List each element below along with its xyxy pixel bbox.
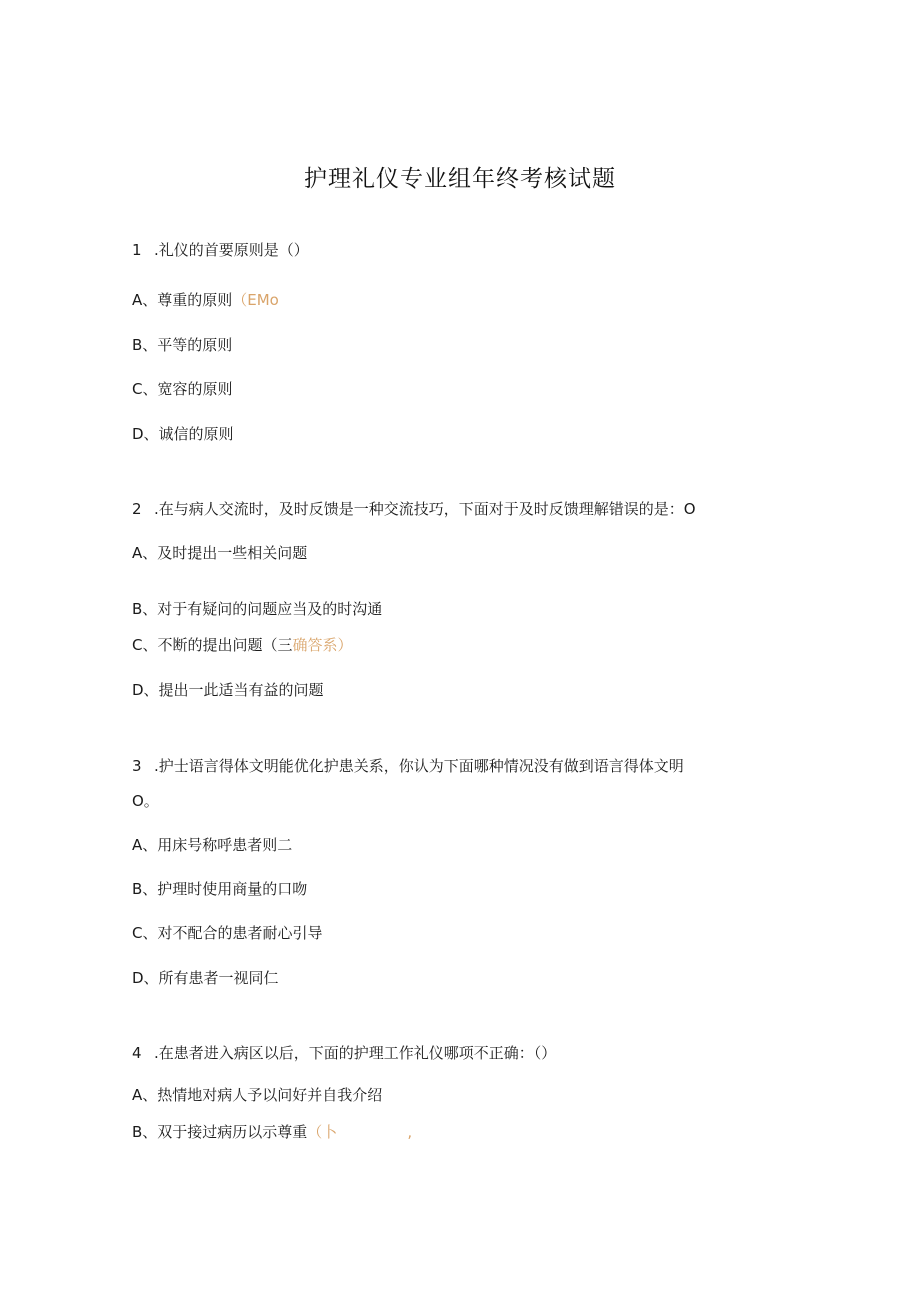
option-text: D、所有患者一视同仁 xyxy=(132,969,279,987)
option-3a xyxy=(132,835,292,855)
question-number: 3 xyxy=(132,757,142,775)
question-number: 2 xyxy=(132,500,142,518)
option-text: A、热情地对病人予以问好并自我介绍 xyxy=(132,1086,383,1104)
option-text: D、提出一此适当有益的问题 xyxy=(132,681,324,699)
question-text: .护士语言得体文明能优化护患关系，你认为下面哪种情况没有做到语言得体文明 xyxy=(154,757,684,775)
option-text: D、诚信的原则 xyxy=(132,425,234,443)
question-number: 1 xyxy=(132,241,142,259)
option-text: C、不断的提出问题（三 xyxy=(132,636,293,654)
option-text: B、对于有疑问的问题应当及的时沟通 xyxy=(132,600,383,618)
question-1 xyxy=(132,240,309,260)
question-number: 4 xyxy=(132,1044,142,1062)
option-4a xyxy=(132,1085,382,1105)
option-text: B、双于接过病历以示尊重 xyxy=(132,1123,308,1141)
option-2c xyxy=(132,635,353,655)
option-3d xyxy=(132,968,279,988)
handwritten-annotation: （卜 xyxy=(307,1123,338,1141)
option-text: B、护理时使用商量的口吻 xyxy=(132,880,308,898)
question-text: .在与病人交流时，及时反馈是一种交流技巧，下面对于及时反馈理解错误的是：O xyxy=(154,500,696,518)
option-2a xyxy=(132,543,307,563)
question-4 xyxy=(132,1043,556,1063)
option-1a xyxy=(132,290,279,310)
option-3b xyxy=(132,879,307,899)
option-2d xyxy=(132,680,324,700)
option-1b xyxy=(132,335,232,355)
option-1d xyxy=(132,424,234,444)
option-4b xyxy=(132,1122,412,1142)
handwritten-mark: , xyxy=(407,1123,413,1141)
question-3-continuation xyxy=(132,791,159,811)
option-text: A、及时提出一些相关问题 xyxy=(132,544,308,562)
question-3 xyxy=(132,756,684,776)
handwritten-annotation: 确答系） xyxy=(292,636,353,654)
question-text: .礼仪的首要原则是（） xyxy=(154,241,309,259)
option-3c xyxy=(132,923,322,943)
question-text-continued: O。 xyxy=(132,792,159,810)
page-title: 护理礼仪专业组年终考核试题 xyxy=(304,166,616,192)
option-text: C、宽容的原则 xyxy=(132,380,233,398)
handwritten-annotation: （EMo xyxy=(232,291,279,309)
option-1c xyxy=(132,379,232,399)
option-text: A、尊重的原则 xyxy=(132,291,233,309)
option-text: B、平等的原则 xyxy=(132,336,233,354)
option-text: C、对不配合的患者耐心引导 xyxy=(132,924,323,942)
option-2b xyxy=(132,599,382,619)
question-text: .在患者进入病区以后，下面的护理工作礼仪哪项不正确：（） xyxy=(154,1044,557,1062)
option-text: A、用床号称呼患者则二 xyxy=(132,836,293,854)
question-2 xyxy=(132,499,696,519)
